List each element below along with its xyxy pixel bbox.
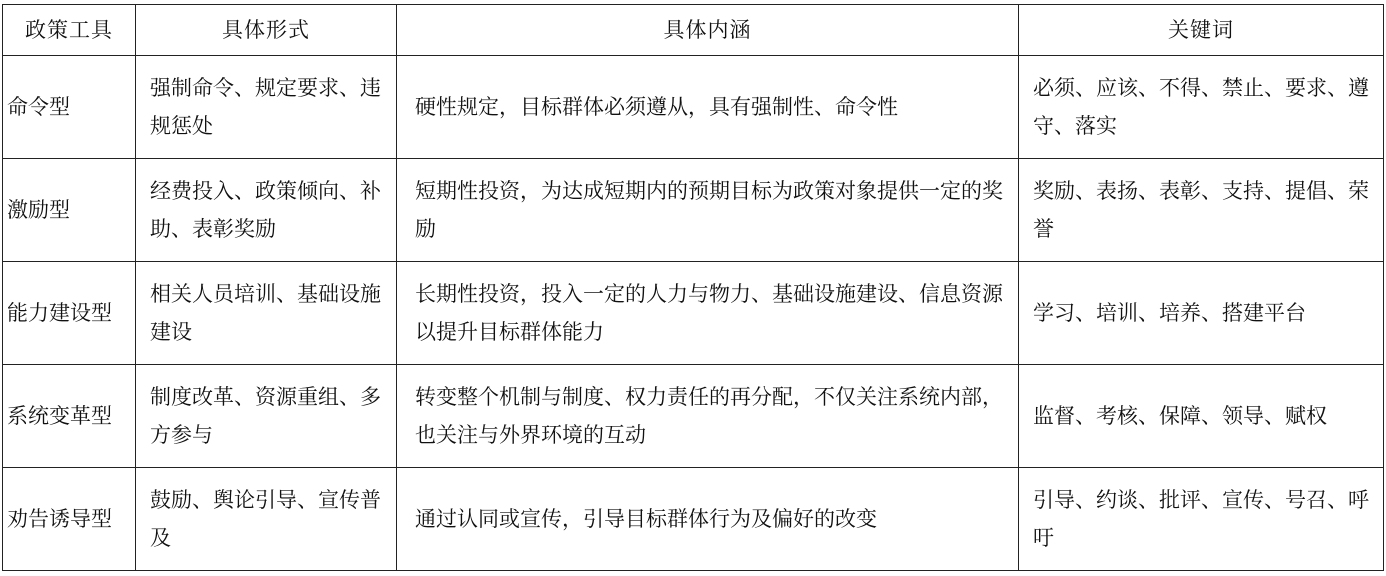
table-header-row [3, 5, 1384, 56]
cell-form: 制度改革、资源重组、多方参与 [136, 365, 397, 468]
cell-form: 相关人员培训、基础设施建设 [136, 262, 397, 365]
header-specific-form: 具体形式 [136, 5, 397, 56]
header-keywords: 关键词 [1019, 5, 1384, 56]
cell-form: 经费投入、政策倾向、补助、表彰奖励 [136, 159, 397, 262]
table-row [3, 262, 1384, 365]
table-row [3, 56, 1384, 159]
cell-form: 强制命令、规定要求、违规惩处 [136, 56, 397, 159]
table-row [3, 468, 1384, 571]
cell-meaning: 长期性投资，投入一定的人力与物力、基础设施建设、信息资源以提升目标群体能力 [397, 262, 1019, 365]
table-row [3, 159, 1384, 262]
cell-keywords: 监督、考核、保障、领导、赋权 [1019, 365, 1384, 468]
cell-tool: 命令型 [3, 56, 136, 159]
policy-tools-table [2, 4, 1384, 571]
header-specific-meaning: 具体内涵 [397, 5, 1019, 56]
cell-tool: 劝告诱导型 [3, 468, 136, 571]
cell-keywords: 奖励、表扬、表彰、支持、提倡、荣誉 [1019, 159, 1384, 262]
table-row [3, 365, 1384, 468]
cell-meaning: 硬性规定，目标群体必须遵从，具有强制性、命令性 [397, 56, 1019, 159]
cell-keywords: 引导、约谈、批评、宣传、号召、呼吁 [1019, 468, 1384, 571]
cell-meaning: 转变整个机制与制度、权力责任的再分配，不仅关注系统内部，也关注与外界环境的互动 [397, 365, 1019, 468]
cell-meaning: 通过认同或宣传，引导目标群体行为及偏好的改变 [397, 468, 1019, 571]
cell-tool: 系统变革型 [3, 365, 136, 468]
cell-form: 鼓励、舆论引导、宣传普及 [136, 468, 397, 571]
header-policy-tool: 政策工具 [3, 5, 136, 56]
cell-keywords: 必须、应该、不得、禁止、要求、遵守、落实 [1019, 56, 1384, 159]
cell-tool: 激励型 [3, 159, 136, 262]
cell-keywords: 学习、培训、培养、搭建平台 [1019, 262, 1384, 365]
cell-meaning: 短期性投资，为达成短期内的预期目标为政策对象提供一定的奖励 [397, 159, 1019, 262]
cell-tool: 能力建设型 [3, 262, 136, 365]
